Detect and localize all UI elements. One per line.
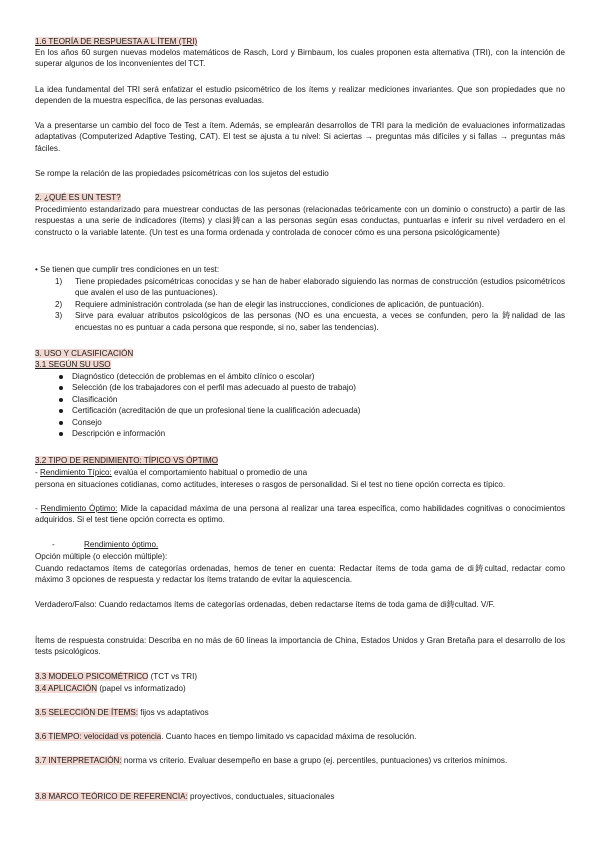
section-1-6-title: 1.6 TEORÍA DE RESPUESTA A L ÍTEM (TRI) — [35, 37, 198, 46]
section-3-8: 3.8 MARCO TEÓRICO DE REFERENCIA: proyectivos, conductuales, situacionales — [35, 792, 335, 801]
uses-list — [35, 371, 565, 439]
list-item: 2) Requiere administración controlada (se han de elegir las instrucciones, condiciones de aplicación, de puntuación). — [55, 299, 484, 309]
paragraph: La idea fundamental del TRI será enfatizar el estudio psicométrico de los ítems y realizar mediciones invariantes. Que son propiedades que no dependen de la muestra específica, de las personas evaluadas. — [35, 85, 565, 106]
optimo-subheading: - Rendimiento óptimo. — [52, 540, 159, 549]
paragraph: Verdadero/Falso: Cuando redactamos ítems de categorías ordenadas, deben redactarse ítems de toda gama de di鋳cultad. V/F. — [35, 600, 495, 609]
section-3-1-title: 3.1 SEGÚN SU USO — [35, 360, 111, 369]
paragraph: Procedimiento estandarizado para muestrear conductas de las personas (relacionadas teóricamente con un dominio o constructo) a partir de las respuestas a una serie de indicadores (ítems) y clasi鋳can a las personas según esas conductas, puntuarlas e inferir su nivel verdadero en el constructo o la variable latente. (Un test es una forma ordenada y controlada de conocer cómo es una persona psicológicamente) — [35, 205, 565, 237]
section-3-title: 3. USO Y CLASIFICACIÓN — [35, 349, 134, 358]
list-item: 1) Tiene propiedades psicométricas conocidas y se han de haber elaborado siguiendo las normas de construcción (estudios psicométricos que avalen el uso de las puntuaciones). — [55, 277, 565, 298]
list-item: Selección (de los trabajadores con el perfil mas adecuado al puesto de trabajo) — [35, 382, 565, 393]
section-3-6: 3.6 TIEMPO: velocidad vs potencia. Cuanto haces en tiempo limitado vs capacidad máxima de resolución. — [35, 732, 417, 741]
section-3-2-title: 3.2 TIPO DE RENDIMIENTO: TÍPICO VS ÓPTIMO — [35, 456, 219, 465]
section-3-4: 3.4 APLICACIÓN (papel vs informatizado) — [35, 684, 186, 693]
list-item: 3) Sirve para evaluar atributos psicológicos de las personas (NO es una encuesta, a veces se confunden, pero la 鋳nalidad de las encuestas no es puntuar a cada persona que responde, si no, saber las tendencias). — [55, 311, 565, 332]
list-item: Consejo — [35, 417, 565, 428]
section-2-title: 2. ¿QUÉ ES UN TEST? — [35, 193, 121, 202]
paragraph: En los años 60 surgen nuevas modelos matemáticos de Rasch, Lord y Birnbaum, los cuales proponen esta alternativa (TRI), con la intención de superar algunos de los inconvenientes del TCT. — [35, 48, 565, 69]
section-3-3: 3.3 MODELO PSICOMÉTRICO (TCT vs TRI) — [35, 672, 198, 681]
paragraph: persona en situaciones cotidianas, como actitudes, intereses o rasgos de personalidad. Si el test no tiene opción correcta es típico. — [35, 480, 506, 489]
paragraph: Ítems de respuesta construida: Describa en no más de 60 líneas la importancia de China, Estados Unidos y Gran Bretaña para el desarrollo de los tests psicológicos. — [35, 636, 565, 657]
list-item: Descripción e información — [35, 428, 565, 439]
conditions-intro: • Se tienen que cumplir tres condiciones en un test: — [35, 265, 220, 274]
paragraph: Se rompe la relación de las propiedades psicométricas con los sujetos del estudio — [35, 169, 329, 178]
tipico-line: - Rendimiento Típico: evalúa el comportamiento habitual o promedio de una — [35, 468, 308, 477]
section-3-5: 3.5 SELECCIÓN DE ÍTEMS: fijos vs adaptativos — [35, 708, 209, 717]
section-3-7: 3.7 INTERPRETACIÓN: norma vs criterio. Evaluar desempeño en base a grupo (ej. percentiles, puntuaciones) vs criterios mínimos. — [35, 756, 508, 765]
paragraph: Cuando redactamos ítems de categorías ordenadas, hemos de tener en cuenta: Redactar ítems de toda gama de di鋳cultad, redactar como máximo 3 opciones de respuesta y redactar los ítems tratando de evitar la aquiescencia. — [35, 564, 565, 585]
conditions-list — [35, 276, 565, 333]
paragraph: Opción múltiple (o elección múltiple): — [35, 552, 168, 561]
optimo-paragraph: - Rendimiento Óptimo: Mide la capacidad máxima de una persona al realizar una tarea específica, como habilidades cognitivas o conocimientos adquiridos. Si el test tiene opción correcta es optimo. — [35, 504, 565, 525]
paragraph: Va a presentarse un cambio del foco de Test a ítem. Además, se emplearán desarrollos de TRI para la medición de evaluaciones informatizadas adaptativas (Computerized Adaptive Testing, CAT). El test se ajusta a tu nivel: Si aciertas → preguntas más difíciles y si fallas → preguntas más fáciles. — [35, 121, 565, 153]
list-item: Diagnóstico (detección de problemas en el ámbito clínico o escolar) — [35, 371, 565, 382]
list-item: Certificación (acreditación de que un profesional tiene la cualificación adecuada) — [35, 405, 565, 416]
list-item: Clasificación — [35, 394, 565, 405]
